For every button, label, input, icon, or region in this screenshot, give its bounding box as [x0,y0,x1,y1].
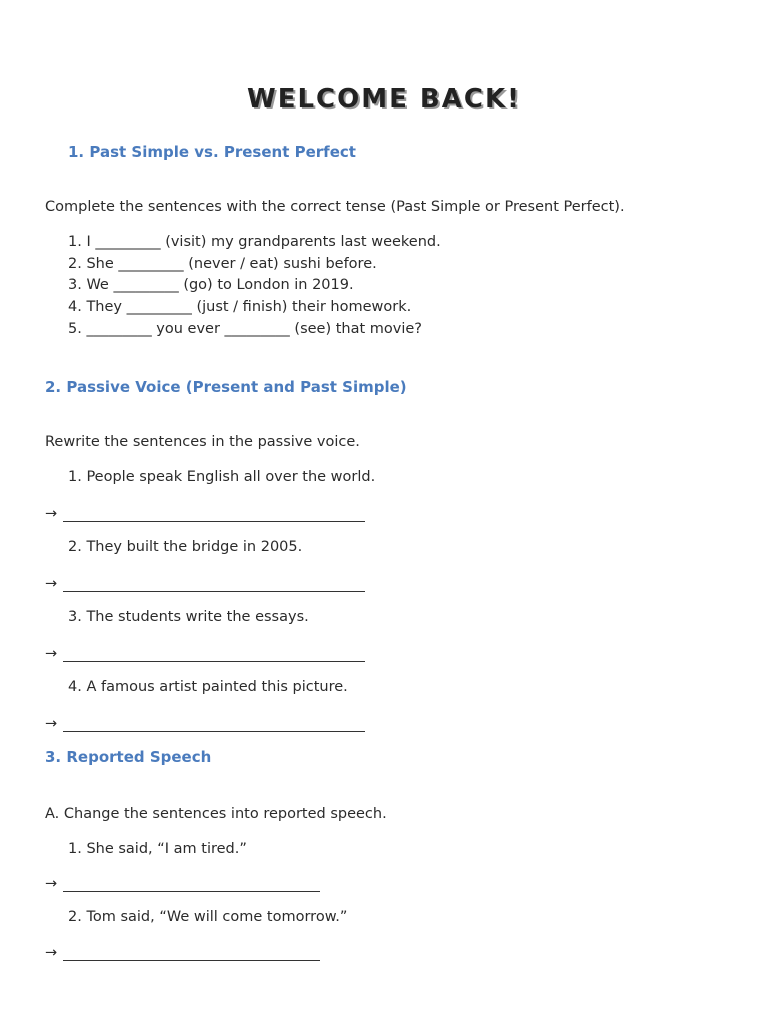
section-3-heading: 3. Reported Speech [45,748,212,766]
page-title: WELCOME BACK! [247,84,521,114]
exercise-item: 3. We _________ (go) to London in 2019. [68,277,354,293]
answer-line[interactable] [45,945,320,961]
exercise-item: 2. She _________ (never / eat) sushi before. [68,256,377,272]
arrow-icon: → [45,576,58,592]
arrow-icon: → [45,716,58,732]
exercise-item: 3. The students write the essays. [68,609,309,625]
section-3-instruction: A. Change the sentences into reported speech. [45,806,387,822]
exercise-item: 1. I _________ (visit) my grandparents last weekend. [68,234,441,250]
exercise-item: 5. _________ you ever _________ (see) that movie? [68,321,423,337]
answer-line[interactable] [45,506,365,522]
exercise-item: 2. Tom said, “We will come tomorrow.” [68,909,348,925]
exercise-item: 1. She said, “I am tired.” [68,841,247,857]
section-1-heading: 1. Past Simple vs. Present Perfect [68,143,356,161]
section-1-instruction: Complete the sentences with the correct tense (Past Simple or Present Perfect). [45,199,625,215]
arrow-icon: → [45,646,58,662]
answer-line[interactable] [45,876,320,892]
arrow-icon: → [45,876,58,892]
exercise-item: 2. They built the bridge in 2005. [68,539,303,555]
exercise-item: 1. People speak English all over the world. [68,469,376,485]
section-2-heading: 2. Passive Voice (Present and Past Simple) [45,378,407,396]
answer-line[interactable] [45,646,365,662]
arrow-icon: → [45,945,58,961]
answer-line[interactable] [45,716,365,732]
exercise-item: 4. They _________ (just / finish) their homework. [68,299,412,315]
exercise-item: 4. A famous artist painted this picture. [68,679,348,695]
arrow-icon: → [45,506,58,522]
section-2-instruction: Rewrite the sentences in the passive voice. [45,434,360,450]
answer-line[interactable] [45,576,365,592]
